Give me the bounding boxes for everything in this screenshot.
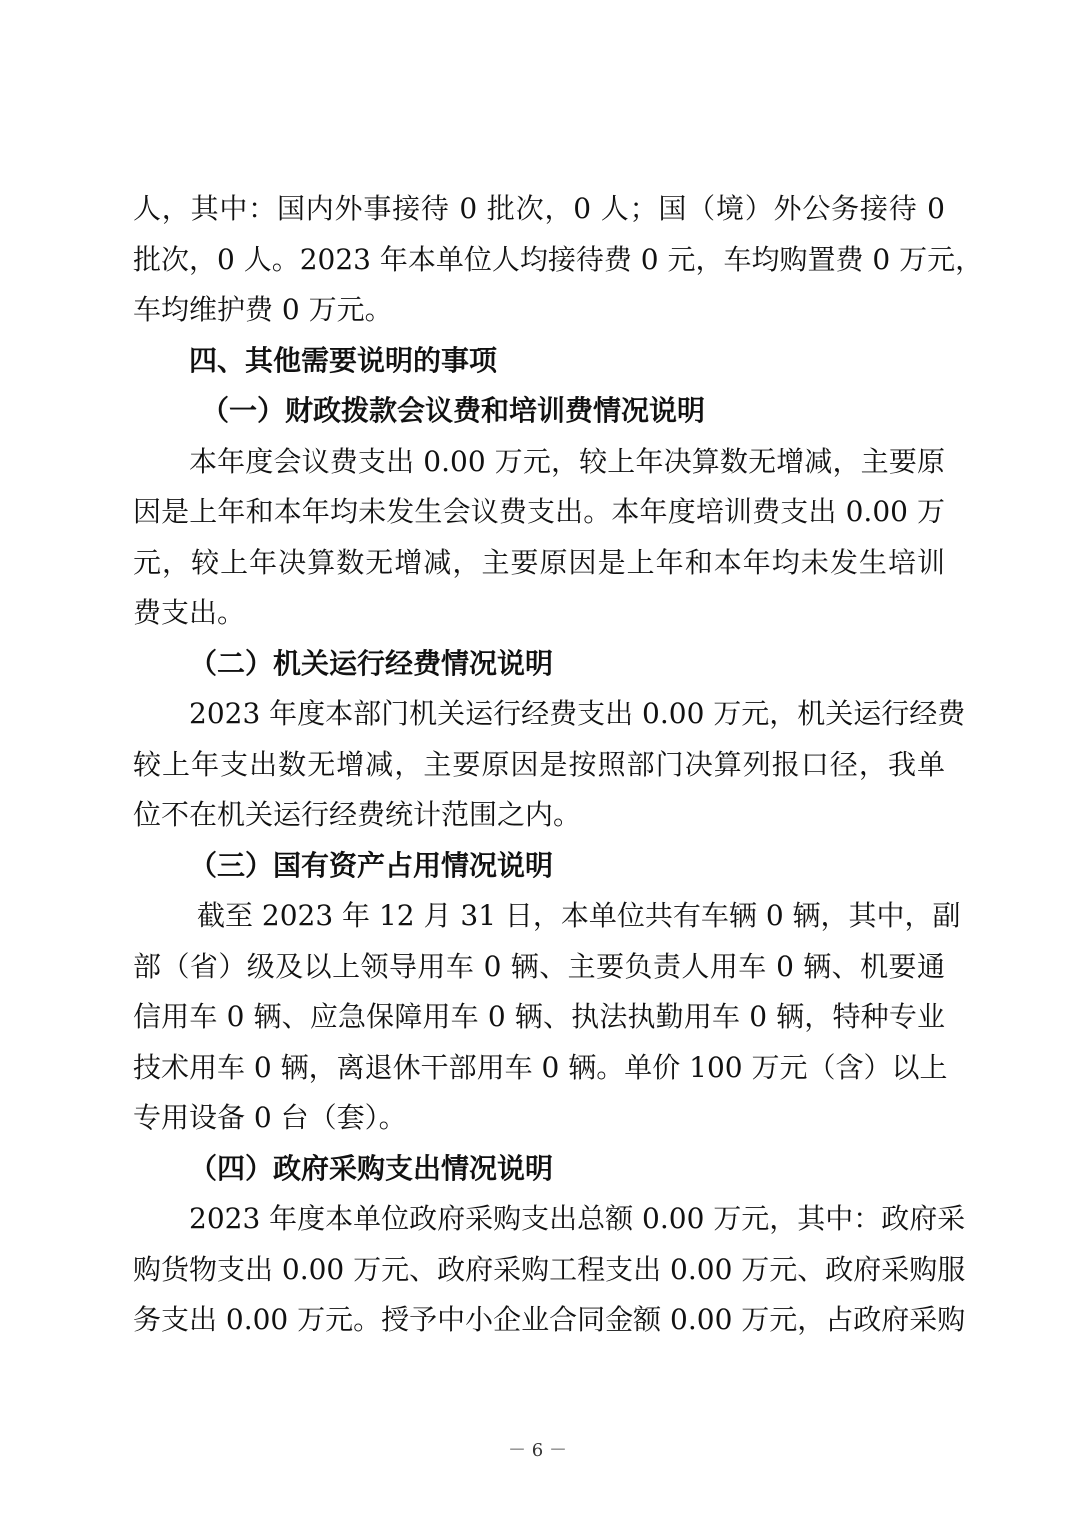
body-line: 人，其中：国内外事接待 0 批次，0 人；国（境）外公务接待 0 (133, 192, 945, 225)
body-line: 信用车 0 辆、应急保障用车 0 辆、执法执勤用车 0 辆，特种专业 (133, 1000, 945, 1033)
body-line: 本年度会议费支出 0.00 万元，较上年决算数无增减，主要原 (189, 444, 945, 478)
subsection-heading: （二）机关运行经费情况说明 (189, 646, 554, 680)
page-number: － 6 － (508, 1440, 567, 1461)
subsection-heading: （一）财政拨款会议费和培训费情况说明 (201, 394, 706, 427)
body-line: 位不在机关运行经费统计范围之内。 (133, 798, 582, 831)
body-line: 车均维护费 0 万元。 (133, 293, 393, 326)
body-line: 元，较上年决算数无增减，主要原因是上年和本年均未发生培训 (133, 545, 945, 579)
section-heading: 四、其他需要说明的事项 (189, 343, 498, 377)
body-line: 较上年支出数无增减，主要原因是按照部门决算列报口径，我单 (133, 747, 945, 781)
subsection-heading: （三）国有资产占用情况说明 (189, 848, 554, 882)
body-line: 因是上年和本年均未发生会议费支出。本年度培训费支出 0.00 万 (133, 495, 945, 528)
body-line: 截至 2023 年 12 月 31 日，本单位共有车辆 0 辆，其中，副 (197, 899, 961, 932)
body-line: 部（省）级及以上领导用车 0 辆、主要负责人用车 0 辆、机要通 (133, 949, 945, 983)
body-line: 技术用车 0 辆，离退休干部用车 0 辆。单价 100 万元（含）以上 (133, 1050, 948, 1084)
body-line: 务支出 0.00 万元。授予中小企业合同金额 0.00 万元，占政府采购 (133, 1303, 966, 1336)
body-line: 购货物支出 0.00 万元、政府采购工程支出 0.00 万元、政府采购服 (133, 1252, 966, 1286)
body-line: 专用设备 0 台（套）。 (133, 1101, 407, 1134)
document-body (133, 184, 984, 1346)
subsection-heading: （四）政府采购支出情况说明 (189, 1151, 554, 1185)
body-line: 2023 年度本单位政府采购支出总额 0.00 万元，其中：政府采 (189, 1202, 966, 1235)
body-line: 批次，0 人。2023 年本单位人均接待费 0 元，车均购置费 0 万元， (133, 242, 984, 276)
body-line: 费支出。 (133, 596, 246, 629)
body-line: 2023 年度本部门机关运行经费支出 0.00 万元，机关运行经费 (189, 697, 966, 730)
